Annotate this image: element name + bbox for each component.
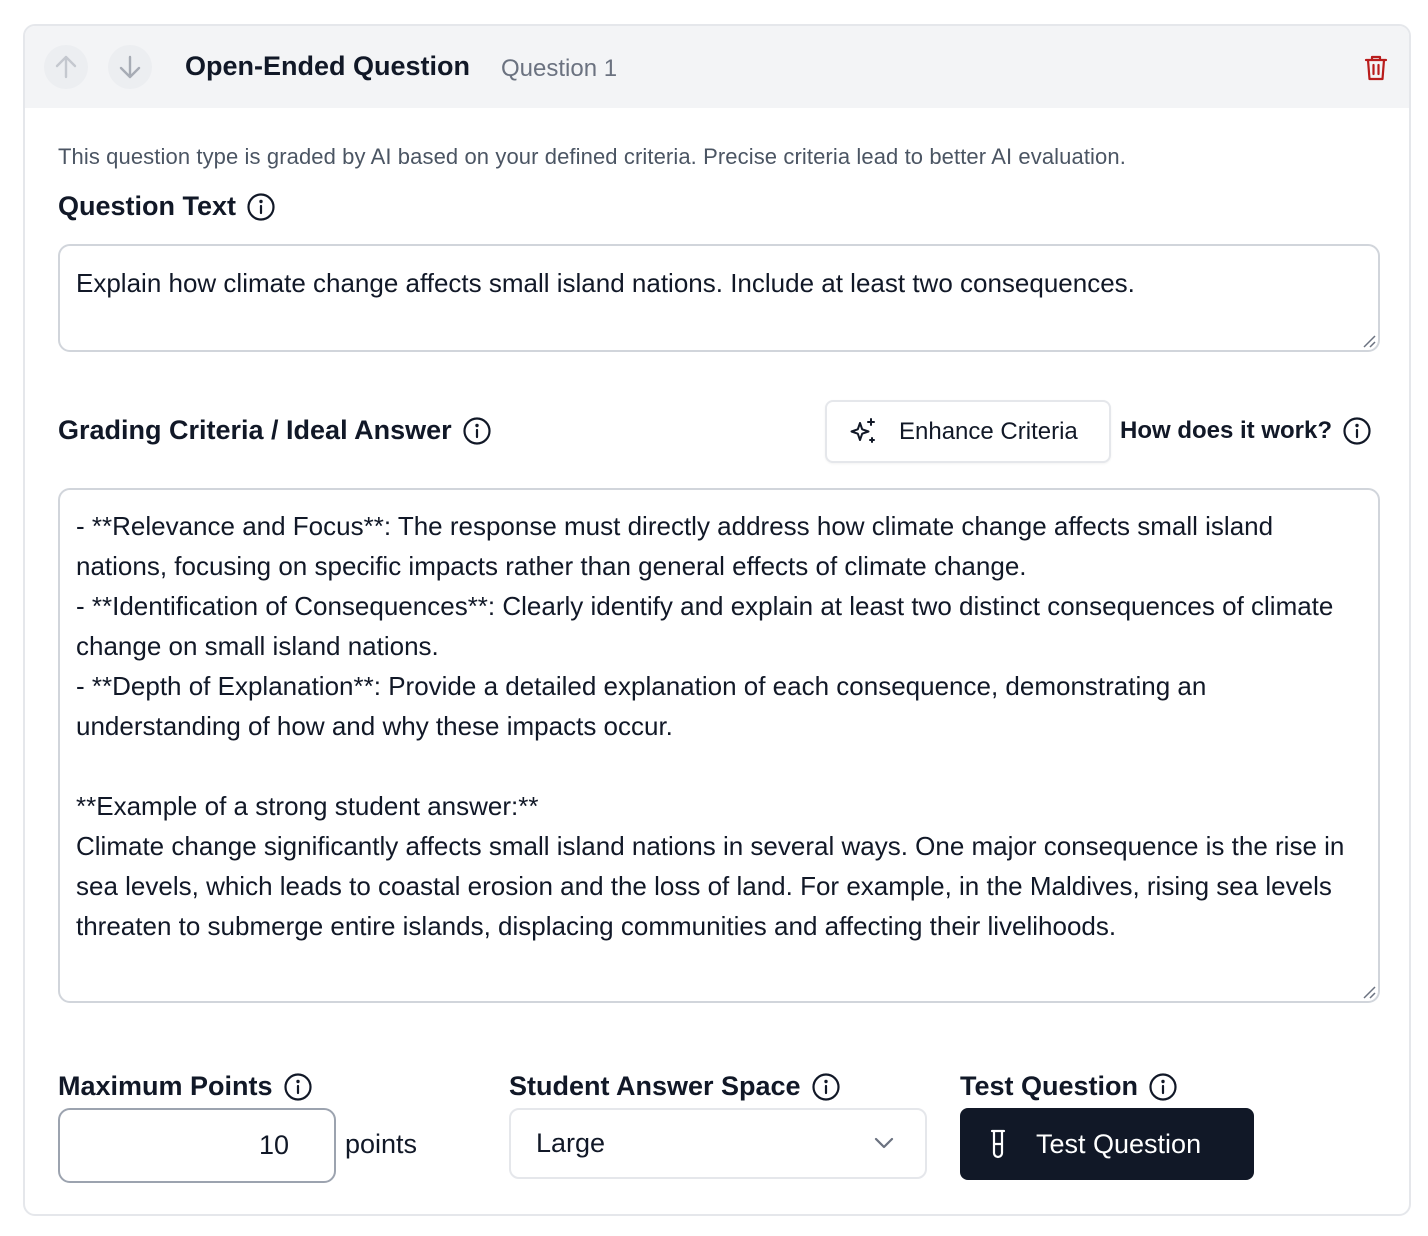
points-unit: points bbox=[345, 1129, 418, 1159]
info-icon[interactable] bbox=[811, 1072, 841, 1102]
criteria-label-text: Grading Criteria / Ideal Answer bbox=[58, 415, 452, 445]
trash-icon bbox=[1363, 54, 1389, 82]
how-does-it-work-link[interactable] bbox=[1120, 416, 1372, 446]
info-icon[interactable] bbox=[1148, 1072, 1178, 1102]
criteria-value[interactable]: - **Relevance and Focus**: The response must directly address how climate change affects small island nations, focusing on specific impacts rather than general effects of climate change. - **Identification of Consequences**: Clearly identify and explain at least two distinct consequences of climate change on small island nations. - **Depth of Explanation**: Provide a detailed explanation of each consequence, demonstrating an understanding of how and why these impacts occur. **Example of a strong student answer:** Climate change significantly affects small island nations in several ways. One major consequence is the rise in sea levels, which leads to coastal erosion and the loss of land. For example, in the Maldives, rising sea levels threaten to submerge entire islands, displacing communities and affecting their livelihoods. bbox=[76, 511, 1345, 941]
info-icon[interactable] bbox=[462, 416, 492, 446]
test-tube-icon bbox=[988, 1128, 1008, 1160]
test-question-label-text: Test Question bbox=[960, 1071, 1139, 1101]
resize-handle-icon[interactable] bbox=[1360, 983, 1376, 999]
criteria-input[interactable] bbox=[58, 488, 1380, 1003]
info-icon[interactable] bbox=[246, 192, 276, 222]
info-icon[interactable] bbox=[1342, 416, 1372, 446]
resize-handle-icon[interactable] bbox=[1360, 332, 1376, 348]
question-card bbox=[23, 24, 1411, 1216]
max-points-label bbox=[58, 1071, 313, 1102]
criteria-label bbox=[58, 415, 492, 446]
move-up-button[interactable] bbox=[44, 45, 88, 89]
enhance-criteria-label: Enhance Criteria bbox=[899, 417, 1078, 445]
chevron-down-icon bbox=[873, 1135, 895, 1151]
test-question-label bbox=[960, 1071, 1178, 1102]
answer-space-label bbox=[509, 1071, 841, 1102]
test-question-button[interactable] bbox=[960, 1108, 1254, 1180]
answer-space-label-text: Student Answer Space bbox=[509, 1071, 801, 1101]
move-down-button[interactable] bbox=[108, 45, 152, 89]
arrow-up-icon bbox=[54, 54, 78, 80]
max-points-label-text: Maximum Points bbox=[58, 1071, 273, 1101]
answer-space-select[interactable] bbox=[509, 1108, 927, 1179]
answer-space-selected: Large bbox=[536, 1128, 606, 1158]
question-text-value[interactable]: Explain how climate change affects small island nations. Include at least two consequences. bbox=[76, 268, 1135, 298]
arrow-down-icon bbox=[118, 54, 142, 80]
question-text-input[interactable] bbox=[58, 244, 1380, 352]
question-type-title: Open-Ended Question bbox=[185, 51, 471, 81]
question-text-label bbox=[58, 191, 276, 222]
sparkles-icon bbox=[847, 416, 879, 448]
how-does-it-work-label: How does it work? bbox=[1120, 417, 1333, 444]
helper-text: This question type is graded by AI based on your defined criteria. Precise criteria lead to better AI evaluation. bbox=[58, 144, 1126, 169]
info-icon[interactable] bbox=[283, 1072, 313, 1102]
question-text-label-text: Question Text bbox=[58, 191, 237, 221]
test-question-button-label: Test Question bbox=[1036, 1128, 1202, 1159]
question-number: Question 1 bbox=[501, 55, 618, 82]
delete-question-button[interactable] bbox=[1363, 54, 1389, 82]
max-points-input[interactable]: 10 bbox=[58, 1108, 336, 1183]
question-header bbox=[25, 26, 1409, 108]
enhance-criteria-button[interactable] bbox=[825, 400, 1111, 463]
